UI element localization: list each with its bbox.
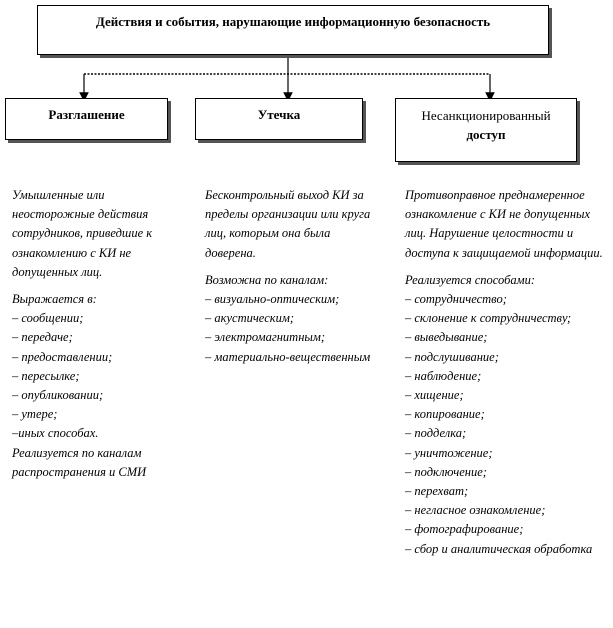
list-item: – электромагнитным; [205,330,326,345]
category-label-unauthorized-access-line2: доступ [466,127,506,142]
list-heading: Выражается в: [12,292,97,307]
list-item: – передаче; [12,330,73,345]
description-column-unauthorized-access [405,186,605,559]
list-item: – визуально-оптическим; [205,292,340,307]
category-box-leak [195,98,363,140]
list-item: – выведывание; [405,330,488,345]
list-item: – уничтожение; [405,445,493,460]
list-item: – подключение; [405,464,487,479]
description-column-disclosure [12,186,187,482]
list-item: – подделка; [405,426,467,441]
root-title: Действия и события, нарушающие информационную безопасность [95,14,491,29]
category-label-disclosure: Разглашение [48,107,125,122]
list-item: – утере; [12,407,58,422]
trailing-text: Реализуется по каналам распространения и СМИ [12,445,147,479]
methods-list [12,309,187,443]
list-item: – сообщении; [12,311,84,326]
list-heading: Возможна по каналам: [205,272,329,287]
list-item: – предоставлении; [12,349,113,364]
list-item: – наблюдение; [405,368,482,383]
list-item: – склонение к сотрудничеству; [405,311,572,326]
category-box-disclosure [5,98,168,140]
list-item: – негласное ознакомление; [405,503,546,518]
list-item: –иных способах. [12,426,99,441]
list-item: – фотографирование; [405,522,524,537]
definition-text: Умышленные или неосторожные действия сотрудников, приведшие к ознакомлению с КИ не допущенных лиц. [12,188,153,279]
list-item: – копирование; [405,407,485,422]
list-item: – материально-вещественным [205,349,371,364]
methods-list [405,290,605,559]
category-label-leak: Утечка [257,107,301,122]
list-item: – пересылке; [12,368,80,383]
category-box-unauthorized-access [395,98,577,162]
definition-text: Противоправное преднамеренное ознакомление с КИ не допущенных лиц. Нарушение целостности и доступа к защищаемой информации. [405,188,603,260]
list-item: – подслушивание; [405,349,499,364]
list-item: – акустическим; [205,311,294,326]
list-item: – хищение; [405,388,464,403]
list-heading: Реализуется способами: [405,272,536,287]
list-item: – перехват; [405,484,469,499]
description-column-leak [205,186,375,367]
definition-text: Бесконтрольный выход КИ за пределы организации или круга лиц, которым она была доверена. [205,188,371,260]
channels-list [205,290,375,367]
root-box [37,5,549,55]
list-item: – опубликовании; [12,388,104,403]
list-item: – сотрудничество; [405,292,507,307]
category-label-unauthorized-access-line1: Несанкционированный [421,108,551,123]
list-item: – сбор и аналитическая обработка [405,541,593,556]
